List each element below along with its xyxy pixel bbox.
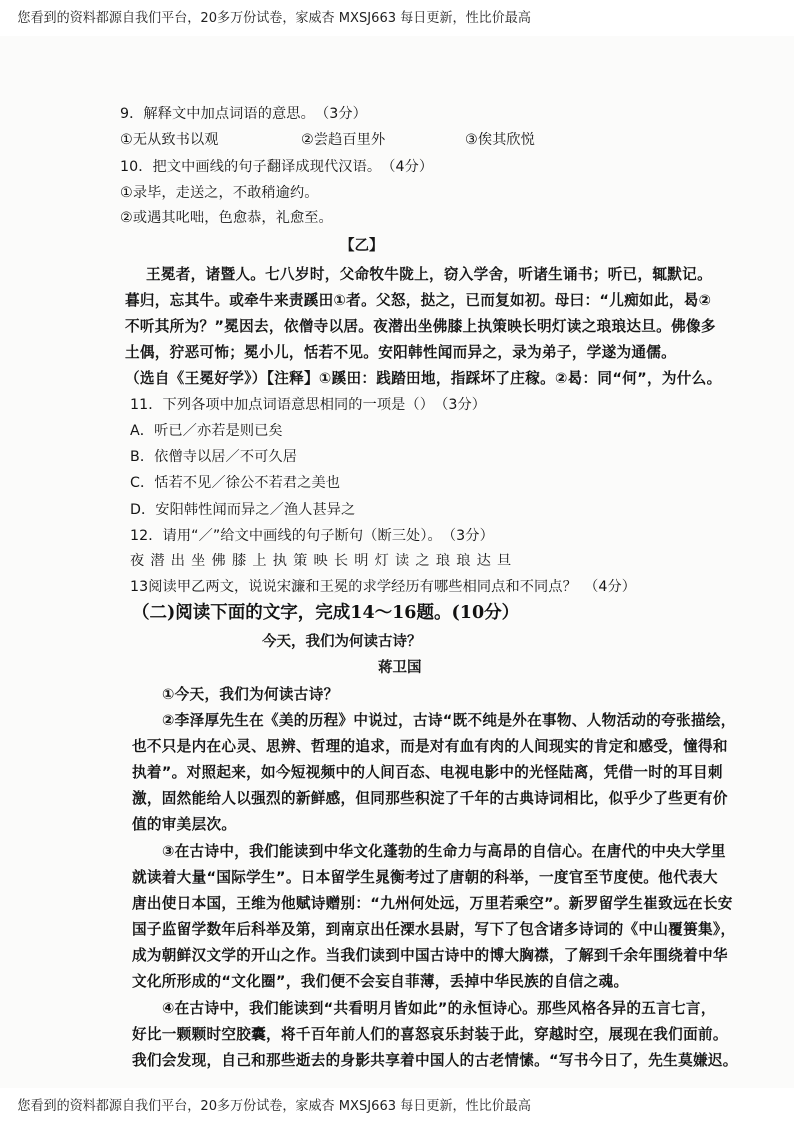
- q10-prompt: 10．把文中画线的句子翻译成现代汉语。 （4分）: [120, 159, 434, 175]
- article-paragraph-line: 好比一颗颗时空胶囊，将千百年前人们的喜怒哀乐封装于此，穿越时空，展现在我们面前。: [132, 1026, 728, 1043]
- yi-section-title: 【乙】: [340, 238, 384, 254]
- article-title: 今天，我们为何读古诗？: [262, 634, 422, 650]
- q9-item-2: ②尝趋百里外: [301, 132, 386, 148]
- article-paragraph-line: 文化所形成的“文化圈”，我们便不会妄自菲薄，丢掉中华民族的自信之魂。: [132, 973, 629, 990]
- q9-prompt: 9．解释文中加点词语的意思。 （3分）: [120, 106, 367, 122]
- article-paragraph-line: 唐出使日本国，王维为他赋诗赠别：“九州何处远，万里若乘空”。新罗留学生崔致远在长安: [132, 895, 733, 912]
- article-author: 蒋卫国: [378, 660, 422, 676]
- q11-option-a: A．听已／亦若是则已矣: [130, 423, 283, 439]
- q11-option-c: C．恬若不见／徐公不若君之美也: [130, 475, 341, 491]
- scanned-exam-page: [0, 36, 794, 1088]
- q11-option-b: B．依僧寺以居／不可久居: [130, 449, 297, 465]
- q10-sentence-1: ①录毕，走送之，不敢稍逾约。: [120, 185, 319, 201]
- yi-text-line: 暮归，忘其牛。或牵牛来责蹊田①者。父怒，挞之，已而复如初。母曰：“儿痴如此，曷②: [125, 292, 712, 309]
- q11-prompt: 11．下列各项中加点词语意思相同的一项是（） （3分）: [130, 397, 487, 413]
- article-paragraph-line: 就读着大量“国际学生”。日本留学生晁衡考过了唐朝的科举，一度官至节度使。他代表大: [132, 869, 718, 886]
- q12-prompt: 12．请用“／”给文中画线的句子断句（断三处）。 （3分）: [130, 528, 494, 544]
- q11-option-d: D．安阳韩性闻而异之／渔人甚异之: [130, 502, 356, 518]
- article-paragraph-line: ④在古诗中，我们能读到“共看明月皆如此”的永恒诗心。那些风格各异的五言七言，: [162, 1000, 716, 1017]
- article-paragraph-line: 成为朝鲜汉文学的开山之作。当我们读到中国古诗中的博大胸襟，了解到千余年围绕着中华: [132, 947, 728, 964]
- article-paragraph-line: 值的审美层次。: [132, 816, 237, 833]
- yi-text-line: 王冕者，诸暨人。七八岁时，父命牧牛陇上，窃入学舍，听诸生诵书；听已，辄默记。: [146, 266, 712, 283]
- watermark-banner-bottom: 您看到的资料都源自我们平台，20多万份试卷，家威杏 MXSJ663 每日更新，性比价最高: [17, 1098, 531, 1114]
- article-paragraph-line: 执着”。对照起来，如今短视频中的人间百态、电视电影中的光怪陆离，凭借一时的耳目刺: [132, 764, 723, 781]
- article-paragraph-line: ②李泽厚先生在《美的历程》中说过，古诗“既不纯是外在事物、人物活动的夸张描绘，: [162, 712, 736, 729]
- q12-sentence: 夜潜出坐佛膝上执策映长明灯读之琅琅达旦: [130, 553, 518, 569]
- yi-text-line: 土偶，狞恶可怖；冕小儿，恬若不见。安阳韩性闻而异之，录为弟子，学遂为通儒。: [125, 344, 677, 361]
- q10-sentence-2: ②或遇其叱咄，色愈恭，礼愈至。: [120, 210, 333, 226]
- q9-item-3: ③俟其欣悦: [465, 132, 535, 148]
- section-2-heading: （二)阅读下面的文字，完成14～16题。(10分）: [132, 603, 520, 623]
- article-paragraph-line: ①今天，我们为何读古诗？: [162, 686, 339, 703]
- q9-item-1: ①无从致书以观: [120, 132, 219, 148]
- watermark-banner-top: 您看到的资料都源自我们平台，20多万份试卷，家威杏 MXSJ663 每日更新，性比价最高: [17, 10, 531, 26]
- article-paragraph-line: 也不只是内在心灵、思辨、哲理的追求，而是对有血有肉的人间现实的肯定和感受，憧得和: [132, 738, 728, 755]
- article-paragraph-line: ③在古诗中，我们能读到中华文化蓬勃的生命力与高昂的自信心。在唐代的中央大学里: [162, 843, 726, 860]
- article-paragraph-line: 激，固然能给人以强烈的新鲜感，但同那些积淀了千年的古典诗词相比，似乎少了些更有价: [132, 790, 728, 807]
- article-paragraph-line: 国子监留学数年后科举及第，到南京出任溧水县尉，写下了包含诸多诗词的《中山覆篑集》，: [132, 921, 736, 938]
- yi-text-line: 不听其所为？”冕因去，依僧寺以居。夜潜出坐佛膝上执策映长明灯读之琅琅达旦。佛像多: [125, 318, 716, 335]
- q13-prompt: 13阅读甲乙两文，说说宋濂和王冕的求学经历有哪些相同点和不同点？ （4分）: [130, 579, 637, 595]
- yi-note: （选自《王冕好学》）【注释】①蹊田：践踏田地，指踩坏了庄稼。②曷：同“何”，为什么。: [125, 370, 722, 387]
- article-paragraph-line: 我们会发现，自己和那些逝去的身影共享着中国人的古老情愫。“写书今日了，先生莫嫌迟。: [132, 1052, 738, 1069]
